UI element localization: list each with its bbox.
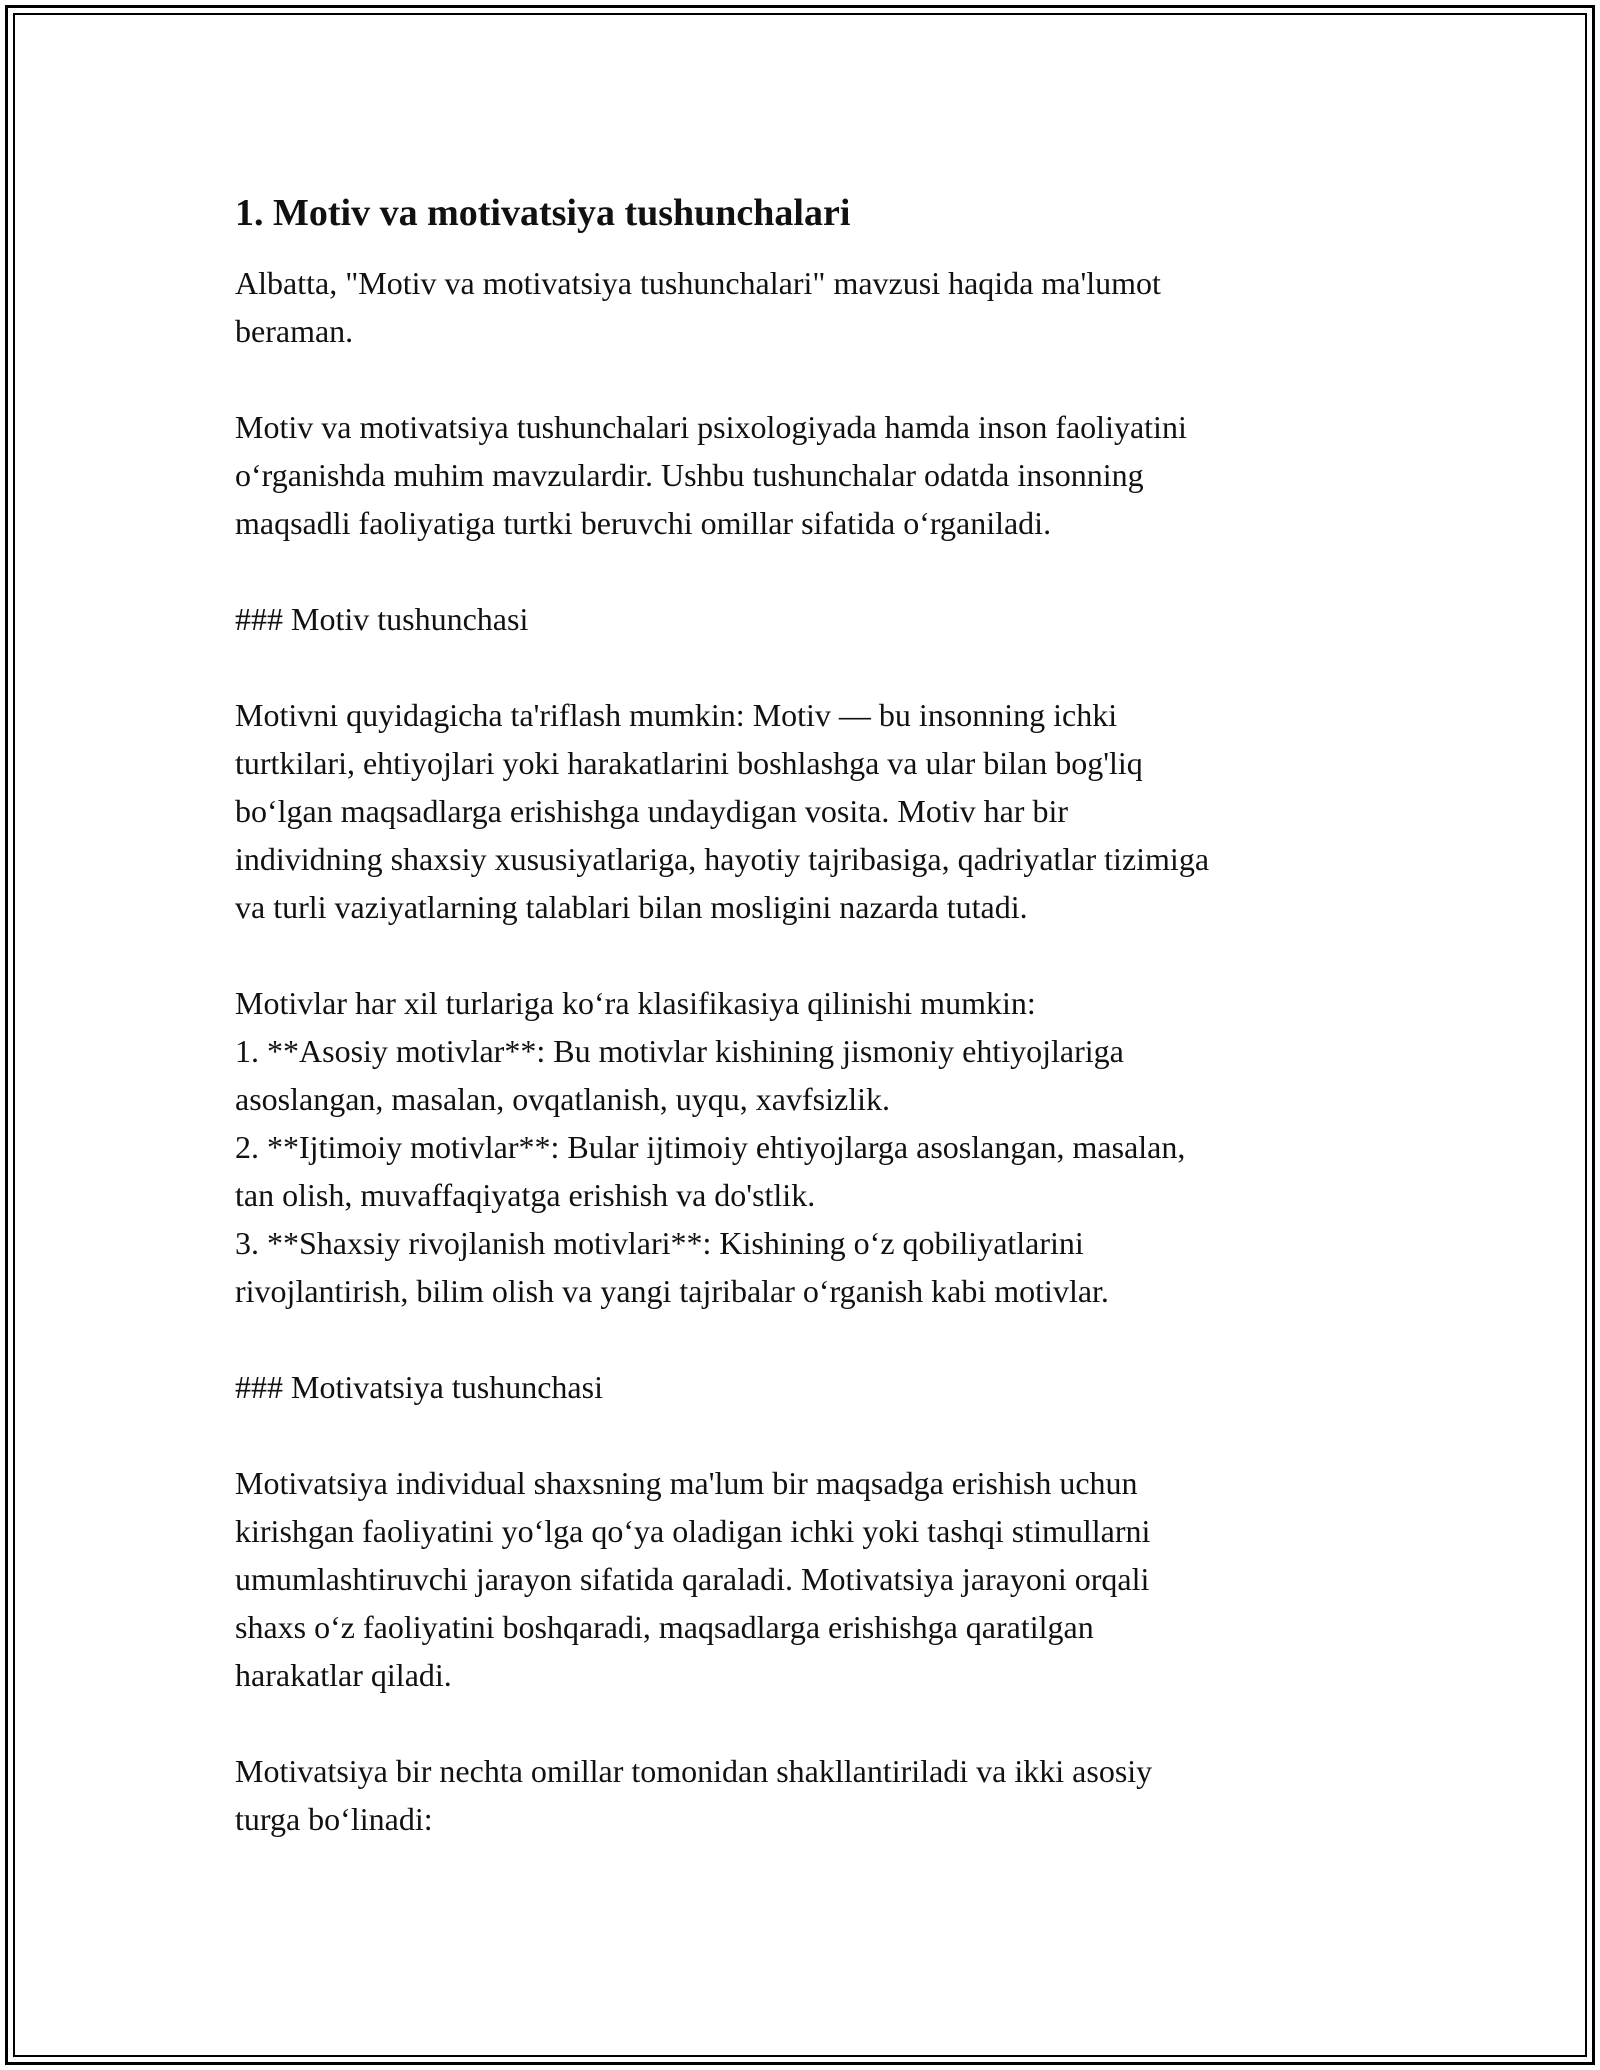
- text-line: Motivatsiya bir nechta omillar tomonidan shakllantiriladi va ikki asosiy: [235, 1753, 1153, 1789]
- paragraph-motivatsiya-factors: [235, 1747, 1375, 1843]
- text-line: o‘rganishda muhim mavzulardir. Ushbu tushunchalar odatda insonning: [235, 457, 1144, 493]
- text-line: tan olish, muvaffaqiyatga erishish va do'stlik.: [235, 1177, 816, 1213]
- text-line: Motivni quyidagicha ta'riflash mumkin: Motiv — bu insonning ichki: [235, 697, 1118, 733]
- text-line: ### Motivatsiya tushunchasi: [235, 1369, 603, 1405]
- text-line: umumlashtiruvchi jarayon sifatida qaraladi. Motivatsiya jarayoni orqali: [235, 1561, 1150, 1597]
- section-heading-motivatsiya: [235, 1363, 1375, 1411]
- text-line: individning shaxsiy xususiyatlariga, hayotiy tajribasiga, qadriyatlar tizimiga: [235, 841, 1210, 877]
- text-line: ### Motiv tushunchasi: [235, 601, 529, 637]
- text-line: Motivlar har xil turlariga ko‘ra klasifikasiya qilinishi mumkin:: [235, 985, 1036, 1021]
- text-line: 3. **Shaxsiy rivojlanish motivlari**: Kishining o‘z qobiliyatlarini: [235, 1225, 1084, 1261]
- text-line: harakatlar qiladi.: [235, 1657, 452, 1693]
- text-line: va turli vaziyatlarning talablari bilan mosligini nazarda tutadi.: [235, 889, 1028, 925]
- text-line: beraman.: [235, 313, 354, 349]
- paragraph-motivatsiya-definition: [235, 1459, 1375, 1699]
- text-line: rivojlantirish, bilim olish va yangi tajribalar o‘rganish kabi motivlar.: [235, 1273, 1109, 1309]
- paragraph-motiv-definition: [235, 691, 1375, 931]
- document-title: 1. Motiv va motivatsiya tushunchalari: [235, 192, 851, 234]
- text-line: Motiv va motivatsiya tushunchalari psixologiyada hamda inson faoliyatini: [235, 409, 1187, 445]
- paragraph-motiv-types: [235, 979, 1375, 1315]
- text-line: asoslangan, masalan, ovqatlanish, uyqu, xavfsizlik.: [235, 1081, 890, 1117]
- document-body: [235, 187, 1375, 1891]
- text-line: kirishgan faoliyatini yo‘lga qo‘ya oladigan ichki yoki tashqi stimullarni: [235, 1513, 1151, 1549]
- paragraph-intro: [235, 259, 1375, 355]
- text-line: Albatta, "Motiv va motivatsiya tushunchalari" mavzusi haqida ma'lumot: [235, 265, 1161, 301]
- text-line: maqsadli faoliyatiga turtki beruvchi omillar sifatida o‘rganiladi.: [235, 505, 1052, 541]
- text-line: bo‘lgan maqsadlarga erishishga undaydigan vosita. Motiv har bir: [235, 793, 1068, 829]
- text-line: Motivatsiya individual shaxsning ma'lum bir maqsadga erishish uchun: [235, 1465, 1138, 1501]
- section-heading-motiv: [235, 595, 1375, 643]
- text-line: 1. **Asosiy motivlar**: Bu motivlar kishining jismoniy ehtiyojlariga: [235, 1033, 1124, 1069]
- paragraph-overview: [235, 403, 1375, 547]
- text-line: turga bo‘linadi:: [235, 1801, 433, 1837]
- text-line: 2. **Ijtimoiy motivlar**: Bular ijtimoiy ehtiyojlarga asoslangan, masalan,: [235, 1129, 1186, 1165]
- text-line: shaxs o‘z faoliyatini boshqaradi, maqsadlarga erishishga qaratilgan: [235, 1609, 1094, 1645]
- text-line: turtkilari, ehtiyojlari yoki harakatlarini boshlashga va ular bilan bog'liq: [235, 745, 1143, 781]
